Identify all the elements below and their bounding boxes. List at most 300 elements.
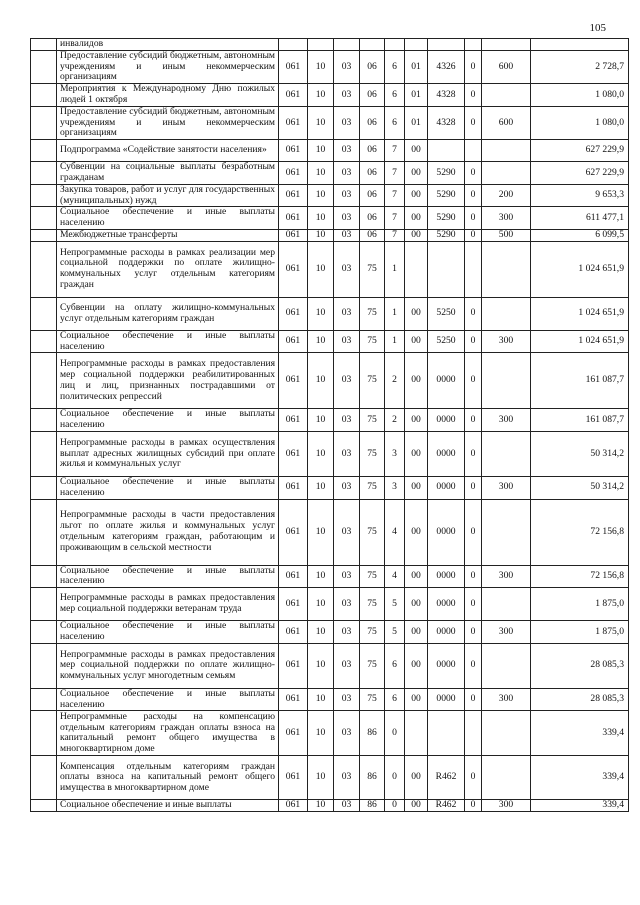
cell-direction-suffix: 0 <box>465 229 482 241</box>
cell-subsection: 03 <box>334 431 360 476</box>
cell-main-event: 00 <box>405 621 428 644</box>
cell-item-name: Непрограммные расходы на компенсацию отдельным категориям граждан оплаты взноса на капитальный ремонт общего имущества в многоквартирном доме <box>57 711 279 756</box>
cell-expense-type: 300 <box>482 621 531 644</box>
cell-section: 10 <box>308 409 334 432</box>
cell-item-name: Закупка товаров, работ и услуг для государственных (муниципальных) нужд <box>57 184 279 207</box>
cell-direction: 0000 <box>428 565 465 588</box>
cell-expense-type <box>482 241 531 297</box>
cell-subsection: 03 <box>334 140 360 162</box>
cell-direction: 5290 <box>428 162 465 185</box>
cell-subprogram: 7 <box>385 229 405 241</box>
cell-subprogram: 7 <box>385 162 405 185</box>
cell-section: 10 <box>308 297 334 330</box>
cell-main-event <box>405 39 428 51</box>
cell-section: 10 <box>308 162 334 185</box>
cell-subsection: 03 <box>334 499 360 565</box>
cell-subsection: 03 <box>334 184 360 207</box>
cell-direction-suffix: 0 <box>465 50 482 83</box>
cell-section: 10 <box>308 140 334 162</box>
cell-direction-suffix: 0 <box>465 621 482 644</box>
cell-main-event: 00 <box>405 499 428 565</box>
cell-direction-suffix: 0 <box>465 330 482 353</box>
cell-blank <box>31 756 57 800</box>
cell-direction: 0000 <box>428 431 465 476</box>
cell-subsection: 03 <box>334 756 360 800</box>
cell-grbs: 061 <box>279 431 308 476</box>
cell-blank <box>31 431 57 476</box>
cell-main-event: 00 <box>405 565 428 588</box>
cell-direction-suffix: 0 <box>465 565 482 588</box>
cell-item-name: Непрограммные расходы в части предоставления льгот по оплате жилья и коммунальных услуг отдельным категориям граждан, работающим и проживающим в сельской местности <box>57 499 279 565</box>
cell-direction-suffix <box>465 140 482 162</box>
table-row <box>31 621 629 644</box>
cell-blank <box>31 229 57 241</box>
cell-main-event: 01 <box>405 106 428 139</box>
cell-item-name: Непрограммные расходы в рамках предоставления мер социальной поддержки реабилитированных лиц и лиц, признанных пострадавшими от политических репрессий <box>57 353 279 409</box>
cell-subprogram: 5 <box>385 621 405 644</box>
cell-direction-suffix: 0 <box>465 297 482 330</box>
cell-item-name: Социальное обеспечение и иные выплаты населению <box>57 688 279 711</box>
cell-subprogram: 1 <box>385 297 405 330</box>
cell-program: 06 <box>360 106 385 139</box>
cell-direction-suffix: 0 <box>465 409 482 432</box>
cell-subsection: 03 <box>334 106 360 139</box>
cell-grbs: 061 <box>279 565 308 588</box>
table-row <box>31 499 629 565</box>
cell-program: 75 <box>360 241 385 297</box>
cell-section: 10 <box>308 353 334 409</box>
cell-section: 10 <box>308 106 334 139</box>
cell-amount: 1 875,0 <box>531 588 629 621</box>
cell-expense-type <box>482 162 531 185</box>
cell-expense-type <box>482 353 531 409</box>
cell-expense-type <box>482 499 531 565</box>
cell-subsection: 03 <box>334 588 360 621</box>
cell-blank <box>31 565 57 588</box>
cell-subprogram <box>385 39 405 51</box>
cell-section: 10 <box>308 688 334 711</box>
cell-direction: 4328 <box>428 84 465 107</box>
cell-blank <box>31 476 57 499</box>
cell-direction: R462 <box>428 800 465 812</box>
cell-item-name: Предоставление субсидий бюджетным, автономным учреждениям и иным некоммерческим организациям <box>57 50 279 83</box>
cell-item-name: инвалидов <box>57 39 279 51</box>
cell-program: 06 <box>360 140 385 162</box>
cell-program: 06 <box>360 50 385 83</box>
cell-subsection: 03 <box>334 711 360 756</box>
cell-main-event: 00 <box>405 643 428 688</box>
cell-main-event: 00 <box>405 140 428 162</box>
cell-blank <box>31 140 57 162</box>
cell-program: 75 <box>360 330 385 353</box>
cell-direction: 4326 <box>428 50 465 83</box>
cell-section: 10 <box>308 588 334 621</box>
cell-section: 10 <box>308 184 334 207</box>
cell-grbs: 061 <box>279 330 308 353</box>
cell-item-name: Компенсация отдельным категориям граждан оплаты взноса на капитальный ремонт общего имущества в многоквартирном доме <box>57 756 279 800</box>
cell-section: 10 <box>308 241 334 297</box>
table-row <box>31 588 629 621</box>
cell-section: 10 <box>308 643 334 688</box>
cell-amount <box>531 39 629 51</box>
cell-program: 75 <box>360 297 385 330</box>
cell-grbs: 061 <box>279 476 308 499</box>
cell-direction: 0000 <box>428 621 465 644</box>
cell-subsection: 03 <box>334 643 360 688</box>
table-row <box>31 800 629 812</box>
cell-section: 10 <box>308 565 334 588</box>
cell-section: 10 <box>308 330 334 353</box>
cell-item-name: Социальное обеспечение и иные выплаты населению <box>57 409 279 432</box>
cell-amount: 72 156,8 <box>531 499 629 565</box>
cell-amount: 339,4 <box>531 800 629 812</box>
table-row <box>31 297 629 330</box>
page-number: 105 <box>589 22 606 34</box>
cell-item-name: Социальное обеспечение и иные выплаты населению <box>57 621 279 644</box>
cell-expense-type <box>482 643 531 688</box>
cell-grbs: 061 <box>279 409 308 432</box>
cell-direction <box>428 39 465 51</box>
cell-subprogram: 2 <box>385 353 405 409</box>
cell-direction-suffix: 0 <box>465 756 482 800</box>
cell-blank <box>31 353 57 409</box>
cell-main-event: 00 <box>405 229 428 241</box>
cell-subsection: 03 <box>334 688 360 711</box>
cell-direction-suffix: 0 <box>465 643 482 688</box>
table-row <box>31 162 629 185</box>
cell-subsection: 03 <box>334 84 360 107</box>
table-row <box>31 106 629 139</box>
cell-grbs: 061 <box>279 184 308 207</box>
cell-grbs: 061 <box>279 50 308 83</box>
cell-section: 10 <box>308 499 334 565</box>
cell-subsection: 03 <box>334 353 360 409</box>
cell-grbs: 061 <box>279 756 308 800</box>
cell-blank <box>31 588 57 621</box>
cell-expense-type <box>482 140 531 162</box>
cell-grbs: 061 <box>279 643 308 688</box>
cell-grbs: 061 <box>279 688 308 711</box>
table-row <box>31 756 629 800</box>
cell-direction: 0000 <box>428 409 465 432</box>
table-row <box>31 476 629 499</box>
cell-subprogram: 7 <box>385 140 405 162</box>
cell-direction-suffix: 0 <box>465 84 482 107</box>
cell-item-name: Непрограммные расходы в рамках предоставления мер социальной поддержки по оплате жилищно-коммунальных услуг многодетным семьям <box>57 643 279 688</box>
cell-blank <box>31 241 57 297</box>
table-row <box>31 643 629 688</box>
cell-item-name: Межбюджетные трансферты <box>57 229 279 241</box>
cell-program: 75 <box>360 565 385 588</box>
cell-section: 10 <box>308 800 334 812</box>
cell-item-name: Непрограммные расходы в рамках осуществления выплат адресных жилищных субсидий при оплате жилья и коммунальных услуг <box>57 431 279 476</box>
table-row <box>31 431 629 476</box>
cell-direction: 5250 <box>428 330 465 353</box>
cell-amount: 1 080,0 <box>531 106 629 139</box>
cell-subsection: 03 <box>334 476 360 499</box>
table-row <box>31 711 629 756</box>
cell-main-event <box>405 711 428 756</box>
cell-program: 75 <box>360 409 385 432</box>
cell-section: 10 <box>308 207 334 230</box>
cell-subsection: 03 <box>334 800 360 812</box>
cell-amount: 1 080,0 <box>531 84 629 107</box>
cell-main-event: 00 <box>405 207 428 230</box>
cell-main-event: 00 <box>405 297 428 330</box>
cell-expense-type: 300 <box>482 476 531 499</box>
cell-program: 75 <box>360 621 385 644</box>
cell-direction-suffix: 0 <box>465 184 482 207</box>
cell-amount: 28 085,3 <box>531 688 629 711</box>
cell-program: 06 <box>360 84 385 107</box>
cell-expense-type: 300 <box>482 688 531 711</box>
cell-section: 10 <box>308 431 334 476</box>
cell-subsection: 03 <box>334 621 360 644</box>
cell-grbs: 061 <box>279 106 308 139</box>
cell-program: 06 <box>360 184 385 207</box>
cell-section: 10 <box>308 476 334 499</box>
cell-direction: R462 <box>428 756 465 800</box>
table-row <box>31 184 629 207</box>
cell-program: 75 <box>360 431 385 476</box>
cell-program: 75 <box>360 643 385 688</box>
cell-subsection: 03 <box>334 241 360 297</box>
cell-item-name: Социальное обеспечение и иные выплаты населению <box>57 330 279 353</box>
cell-blank <box>31 688 57 711</box>
cell-section: 10 <box>308 756 334 800</box>
cell-direction-suffix <box>465 39 482 51</box>
cell-direction-suffix: 0 <box>465 431 482 476</box>
cell-amount: 1 875,0 <box>531 621 629 644</box>
cell-direction: 0000 <box>428 588 465 621</box>
cell-program: 06 <box>360 162 385 185</box>
cell-main-event: 00 <box>405 409 428 432</box>
cell-main-event <box>405 241 428 297</box>
cell-grbs: 061 <box>279 297 308 330</box>
budget-table <box>30 38 629 812</box>
cell-subprogram: 1 <box>385 330 405 353</box>
cell-program: 75 <box>360 353 385 409</box>
table-row <box>31 207 629 230</box>
cell-subprogram: 6 <box>385 106 405 139</box>
cell-blank <box>31 643 57 688</box>
table-row <box>31 84 629 107</box>
cell-amount: 50 314,2 <box>531 431 629 476</box>
cell-amount: 339,4 <box>531 756 629 800</box>
cell-expense-type: 300 <box>482 800 531 812</box>
cell-expense-type <box>482 711 531 756</box>
cell-blank <box>31 162 57 185</box>
cell-direction-suffix: 0 <box>465 353 482 409</box>
cell-item-name: Социальное обеспечение и иные выплаты населению <box>57 207 279 230</box>
cell-amount: 339,4 <box>531 711 629 756</box>
cell-expense-type: 300 <box>482 565 531 588</box>
cell-direction <box>428 241 465 297</box>
cell-amount: 28 085,3 <box>531 643 629 688</box>
cell-subprogram: 7 <box>385 184 405 207</box>
cell-section: 10 <box>308 50 334 83</box>
cell-subprogram: 2 <box>385 409 405 432</box>
cell-main-event: 00 <box>405 431 428 476</box>
cell-program: 86 <box>360 800 385 812</box>
cell-blank <box>31 184 57 207</box>
cell-main-event: 00 <box>405 184 428 207</box>
cell-expense-type: 500 <box>482 229 531 241</box>
cell-expense-type <box>482 588 531 621</box>
cell-subsection <box>334 39 360 51</box>
cell-expense-type: 200 <box>482 184 531 207</box>
cell-grbs: 061 <box>279 84 308 107</box>
table-row <box>31 39 629 51</box>
cell-expense-type: 300 <box>482 409 531 432</box>
table-row <box>31 565 629 588</box>
cell-subprogram: 5 <box>385 588 405 621</box>
cell-item-name: Социальное обеспечение и иные выплаты населению <box>57 476 279 499</box>
cell-direction: 4328 <box>428 106 465 139</box>
cell-item-name: Мероприятия к Международному Дню пожилых людей 1 октября <box>57 84 279 107</box>
cell-grbs: 061 <box>279 241 308 297</box>
cell-subprogram: 1 <box>385 241 405 297</box>
cell-blank <box>31 711 57 756</box>
cell-subsection: 03 <box>334 229 360 241</box>
cell-direction: 0000 <box>428 688 465 711</box>
cell-blank <box>31 297 57 330</box>
cell-blank <box>31 84 57 107</box>
cell-direction: 5290 <box>428 184 465 207</box>
cell-item-name: Подпрограмма «Содействие занятости населения» <box>57 140 279 162</box>
cell-section <box>308 39 334 51</box>
cell-direction-suffix <box>465 241 482 297</box>
cell-section: 10 <box>308 84 334 107</box>
cell-subprogram: 4 <box>385 565 405 588</box>
cell-program: 86 <box>360 756 385 800</box>
cell-item-name: Предоставление субсидий бюджетным, автономным учреждениям и иным некоммерческим организациям <box>57 106 279 139</box>
cell-amount: 72 156,8 <box>531 565 629 588</box>
cell-subprogram: 0 <box>385 800 405 812</box>
cell-main-event: 00 <box>405 162 428 185</box>
cell-expense-type <box>482 431 531 476</box>
cell-main-event: 00 <box>405 353 428 409</box>
cell-subsection: 03 <box>334 207 360 230</box>
cell-direction: 5290 <box>428 229 465 241</box>
cell-amount: 161 087,7 <box>531 409 629 432</box>
cell-subprogram: 6 <box>385 50 405 83</box>
cell-main-event: 00 <box>405 688 428 711</box>
cell-subprogram: 0 <box>385 756 405 800</box>
cell-subsection: 03 <box>334 409 360 432</box>
cell-expense-type: 600 <box>482 50 531 83</box>
table-row <box>31 140 629 162</box>
cell-grbs: 061 <box>279 140 308 162</box>
cell-subprogram: 6 <box>385 643 405 688</box>
cell-direction: 0000 <box>428 499 465 565</box>
cell-subprogram: 3 <box>385 476 405 499</box>
table-row <box>31 241 629 297</box>
table-row <box>31 409 629 432</box>
cell-grbs: 061 <box>279 588 308 621</box>
cell-item-name: Непрограммные расходы в рамках реализации мер социальной поддержки по оплате жилищно-коммунальных услуг отдельным категориям граждан <box>57 241 279 297</box>
cell-subprogram: 6 <box>385 688 405 711</box>
cell-main-event: 00 <box>405 756 428 800</box>
cell-blank <box>31 39 57 51</box>
cell-program: 75 <box>360 688 385 711</box>
cell-expense-type <box>482 756 531 800</box>
cell-direction: 0000 <box>428 476 465 499</box>
cell-subprogram: 4 <box>385 499 405 565</box>
cell-grbs: 061 <box>279 711 308 756</box>
cell-amount: 161 087,7 <box>531 353 629 409</box>
cell-grbs: 061 <box>279 353 308 409</box>
cell-blank <box>31 621 57 644</box>
cell-subsection: 03 <box>334 162 360 185</box>
cell-program: 86 <box>360 711 385 756</box>
cell-blank <box>31 207 57 230</box>
cell-grbs: 061 <box>279 207 308 230</box>
cell-program: 75 <box>360 588 385 621</box>
cell-amount: 1 024 651,9 <box>531 330 629 353</box>
cell-amount: 611 477,1 <box>531 207 629 230</box>
cell-main-event: 00 <box>405 330 428 353</box>
cell-grbs: 061 <box>279 621 308 644</box>
cell-expense-type: 300 <box>482 207 531 230</box>
cell-grbs <box>279 39 308 51</box>
cell-direction-suffix <box>465 711 482 756</box>
cell-grbs: 061 <box>279 229 308 241</box>
cell-amount: 1 024 651,9 <box>531 297 629 330</box>
cell-blank <box>31 106 57 139</box>
cell-section: 10 <box>308 621 334 644</box>
cell-subprogram: 7 <box>385 207 405 230</box>
cell-direction <box>428 140 465 162</box>
cell-subprogram: 3 <box>385 431 405 476</box>
cell-program: 75 <box>360 499 385 565</box>
cell-subsection: 03 <box>334 330 360 353</box>
table-row <box>31 229 629 241</box>
cell-direction: 5250 <box>428 297 465 330</box>
cell-direction-suffix: 0 <box>465 499 482 565</box>
cell-item-name: Социальное обеспечение и иные выплаты <box>57 800 279 812</box>
cell-section: 10 <box>308 711 334 756</box>
cell-direction <box>428 711 465 756</box>
cell-grbs: 061 <box>279 800 308 812</box>
cell-blank <box>31 330 57 353</box>
cell-main-event: 00 <box>405 800 428 812</box>
cell-main-event: 00 <box>405 588 428 621</box>
cell-direction-suffix: 0 <box>465 800 482 812</box>
cell-item-name: Непрограммные расходы в рамках предоставления мер социальной поддержки ветеранам труда <box>57 588 279 621</box>
cell-amount: 6 099,5 <box>531 229 629 241</box>
table-row <box>31 50 629 83</box>
cell-direction: 0000 <box>428 353 465 409</box>
cell-amount: 1 024 651,9 <box>531 241 629 297</box>
cell-program: 06 <box>360 207 385 230</box>
table-row <box>31 353 629 409</box>
cell-expense-type <box>482 297 531 330</box>
cell-expense-type: 600 <box>482 106 531 139</box>
cell-direction-suffix: 0 <box>465 688 482 711</box>
cell-direction-suffix: 0 <box>465 588 482 621</box>
cell-item-name: Субвенции на социальные выплаты безработным гражданам <box>57 162 279 185</box>
cell-amount: 627 229,9 <box>531 162 629 185</box>
cell-program: 75 <box>360 476 385 499</box>
table-row <box>31 330 629 353</box>
cell-item-name: Социальное обеспечение и иные выплаты населению <box>57 565 279 588</box>
cell-item-name: Субвенции на оплату жилищно-коммунальных услуг отдельным категориям граждан <box>57 297 279 330</box>
cell-subsection: 03 <box>334 297 360 330</box>
cell-main-event: 01 <box>405 84 428 107</box>
cell-blank <box>31 50 57 83</box>
cell-program <box>360 39 385 51</box>
